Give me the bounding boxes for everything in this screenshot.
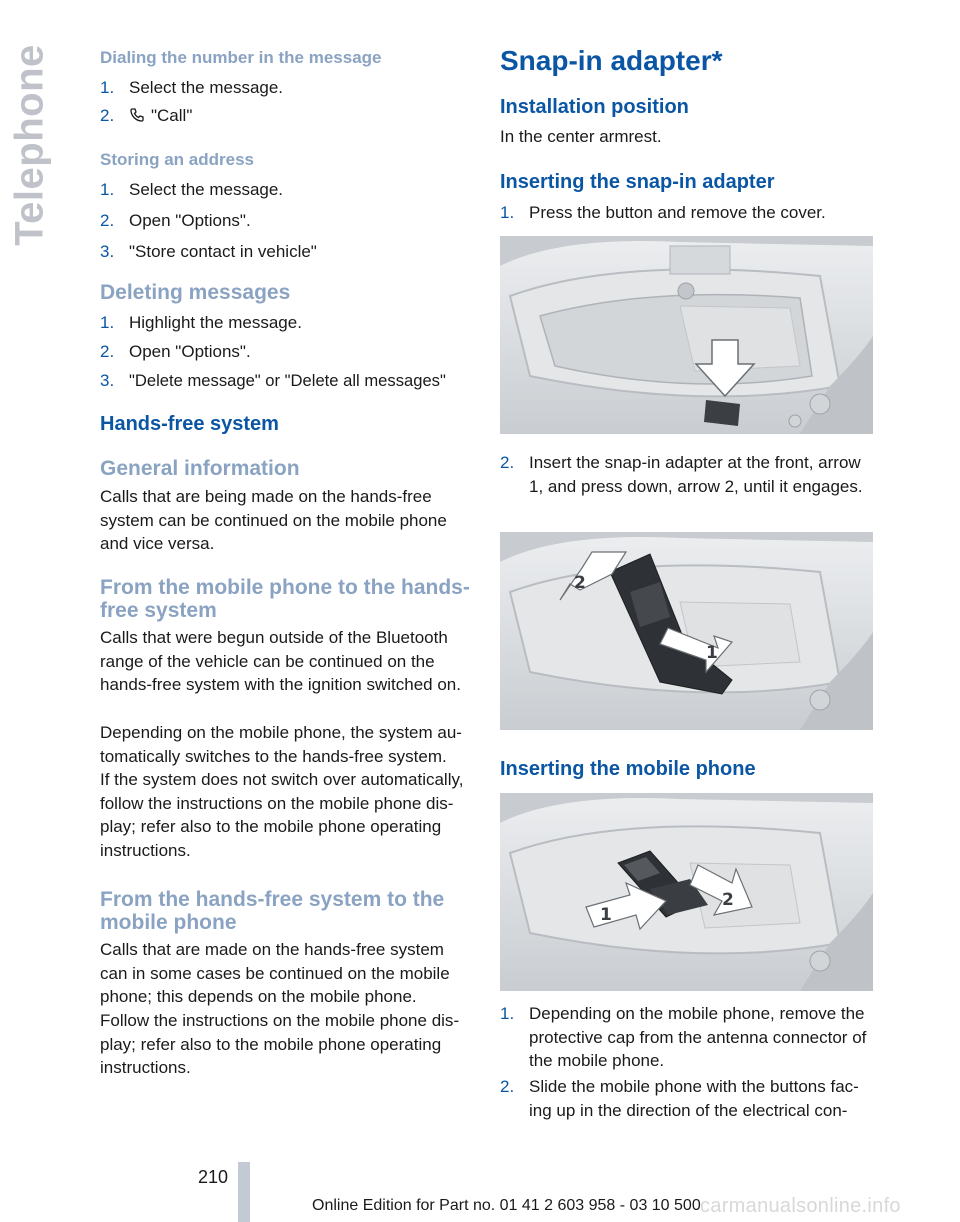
mobile-to-hf-title: From the mobile phone to the hands- free system <box>100 576 470 622</box>
hf-to-mobile-p1: Calls that are made on the hands-free system can in some cases be continued on the mobile phone; this depends on the mobile phone. <box>100 940 450 1007</box>
list-item: 1. Press the button and remove the cover. <box>500 203 826 222</box>
storing-title: Storing an address <box>100 150 254 169</box>
arrow-label-2: 2 <box>574 573 586 593</box>
arrow-label-1: 1 <box>600 905 612 925</box>
phone-handset-icon <box>129 106 151 130</box>
mobile-phone-figure <box>500 793 873 991</box>
edition-text: Online Edition for Part no. 01 41 2 603 958 - 03 10 500 <box>312 1197 701 1214</box>
list-item: 1. Highlight the message. <box>100 313 302 332</box>
page-number: 210 <box>198 1167 229 1187</box>
inserting-adapter-title: Inserting the snap-in adapter <box>500 171 775 193</box>
general-info-text: Calls that are being made on the hands-free system can be continued on the mobile phone and vice versa. <box>100 487 447 554</box>
arrow-label-1: 1 <box>706 643 718 663</box>
list-item: 2. Insert the snap-in adapter at the front, arrow 1, and press down, arrow 2, until it engages. <box>500 453 863 496</box>
deleting-title: Deleting messages <box>100 281 291 304</box>
mobile-to-hf-p3: If the system does not switch over automatically, follow the instructions on the mobile phone display; refer also to the mobile phone operating instructions. <box>100 770 464 860</box>
hf-to-mobile-title: From the hands-free system to the mobile phone <box>100 888 445 934</box>
side-tab <box>8 40 52 250</box>
installation-text: In the center armrest. <box>500 127 662 146</box>
snap-in-adapter-figure <box>500 532 873 730</box>
list-item: 2. Open "Options". <box>100 211 251 230</box>
list-item: 3. "Store contact in vehicle" <box>100 242 317 261</box>
list-item: 1. Select the message. <box>100 180 284 199</box>
list-item: 2. "Call" <box>100 104 470 130</box>
mobile-to-hf-p2: Depending on the mobile phone, the system automatically switches to the hands-free system. <box>100 723 462 766</box>
snap-in-title: Snap-in adapter* <box>500 45 723 76</box>
arrow-label-2: 2 <box>722 890 734 910</box>
hf-to-mobile-p2: Follow the instructions on the mobile phone display; refer also to the mobile phone operating instructions. <box>100 1011 460 1078</box>
list-item: 1. Depending on the mobile phone, remove the protective cap from the antenna connector of the mobile phone. <box>500 1004 867 1071</box>
watermark: carmanualsonline.info <box>700 1195 901 1217</box>
side-tab-label: Telephone <box>7 44 52 246</box>
installation-title: Installation position <box>500 96 689 118</box>
list-item: 2. Open "Options". <box>100 342 251 361</box>
general-info-title: General information <box>100 457 300 480</box>
inserting-phone-title: Inserting the mobile phone <box>500 758 756 780</box>
list-item: 1. Select the message. <box>100 78 284 97</box>
hands-free-title: Hands-free system <box>100 413 279 435</box>
armrest-cover-figure <box>500 236 873 434</box>
dialing-title: Dialing the number in the message <box>100 48 382 67</box>
list-item: 3. "Delete message" or "Delete all messages" <box>100 371 446 390</box>
list-item: 2. Slide the mobile phone with the buttons facing up in the direction of the electrical con- <box>500 1077 859 1120</box>
mobile-to-hf-p1: Calls that were begun outside of the Bluetooth range of the vehicle can be continued on the hands-free system with the ignition switched on. <box>100 628 461 695</box>
footer-divider <box>238 1162 250 1222</box>
